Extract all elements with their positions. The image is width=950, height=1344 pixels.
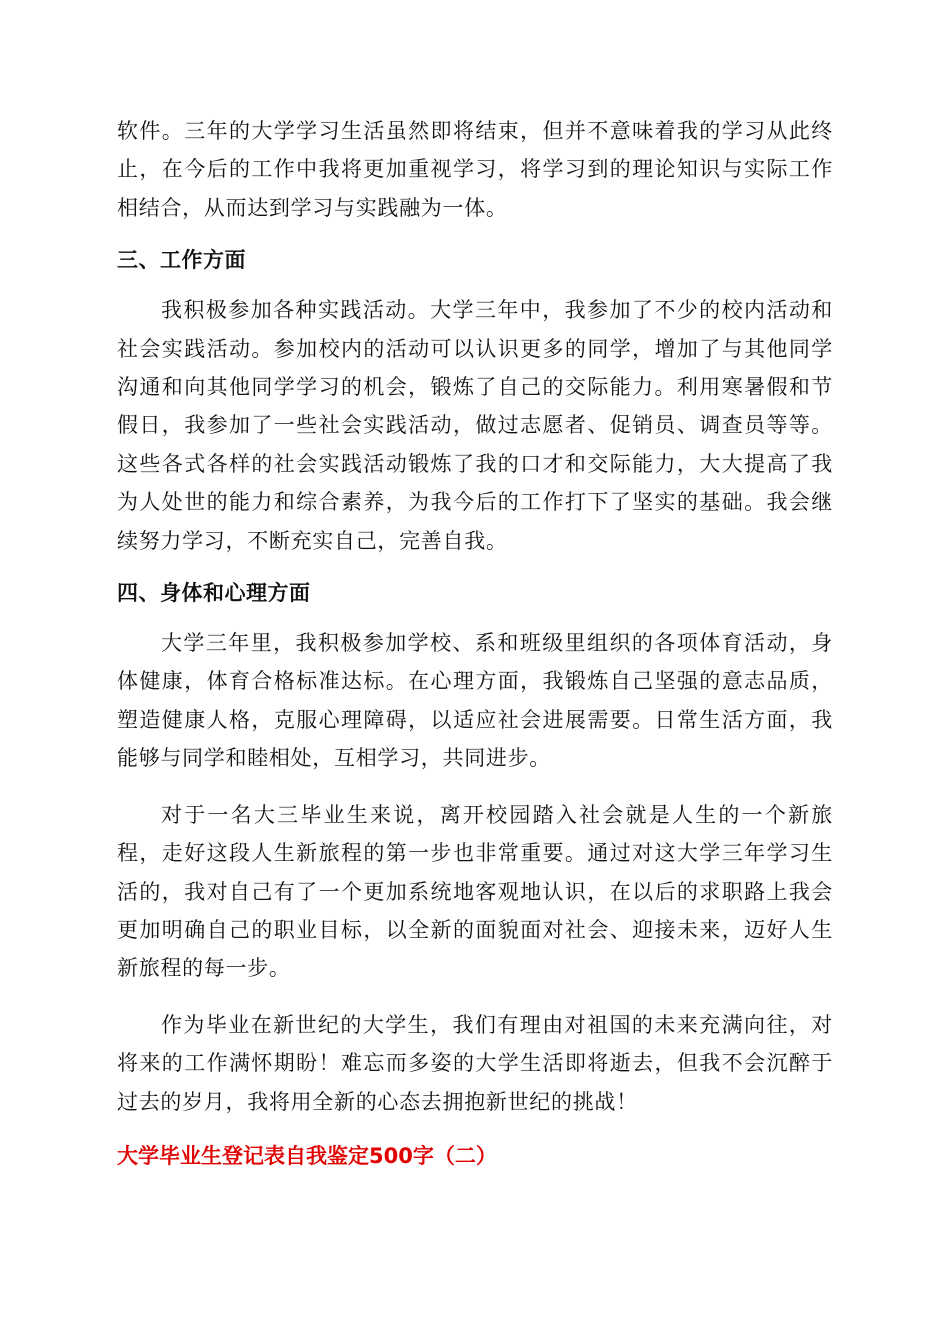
closing-paragraph-2: 作为毕业在新世纪的大学生，我们有理由对祖国的未来充满向往，对将来的工作满怀期盼！难忘而多姿的大学生活即将逝去，但我不会沉醉于过去的岁月，我将用全新的心态去拥抱新世纪的挑战！: [117, 1012, 833, 1114]
work-paragraph: 我积极参加各种实践活动。大学三年中，我参加了不少的校内活动和社会实践活动。参加校内的活动可以认识更多的同学，增加了与其他同学沟通和向其他同学学习的机会，锻炼了自己的交际能力。利用寒暑假和节假日，我参加了一些社会实践活动，做过志愿者、促销员、调查员等等。这些各式各样的社会实践活动锻炼了我的口才和交际能力，大大提高了我为人处世的能力和综合素养，为我今后的工作打下了坚实的基础。我会继续努力学习，不断充实自己，完善自我。: [117, 298, 833, 553]
closing-paragraph-1: 对于一名大三毕业生来说，离开校园踏入社会就是人生的一个新旅程，走好这段人生新旅程的第一步也非常重要。通过对这大学三年学习生活的，我对自己有了一个更加系统地客观地认识，在以后的求职路上我会更加明确自己的职业目标，以全新的面貌面对社会、迎接未来，迈好人生新旅程的每一步。: [117, 802, 833, 981]
intro-paragraph: 软件。三年的大学学习生活虽然即将结束，但并不意味着我的学习从此终止，在今后的工作中我将更加重视学习，将学习到的理论知识与实际工作相结合，从而达到学习与实践融为一体。: [117, 119, 833, 220]
paragraph-spacer: [117, 778, 833, 796]
paragraph-spacer: [117, 988, 833, 1006]
next-section-title: 大学毕业生登记表自我鉴定500字（二）: [117, 1143, 497, 1168]
health-paragraph: 大学三年里，我积极参加学校、系和班级里组织的各项体育活动，身体健康，体育合格标准达标。在心理方面，我锻炼自己坚强的意志品质，塑造健康人格，克服心理障碍，以适应社会进展需要。日常生活方面，我能够与同学和睦相处，互相学习，共同进步。: [117, 631, 833, 771]
section-heading-work: 三、工作方面: [117, 248, 246, 273]
section-heading-health: 四、身体和心理方面: [117, 581, 311, 606]
document-content: [117, 112, 833, 1171]
